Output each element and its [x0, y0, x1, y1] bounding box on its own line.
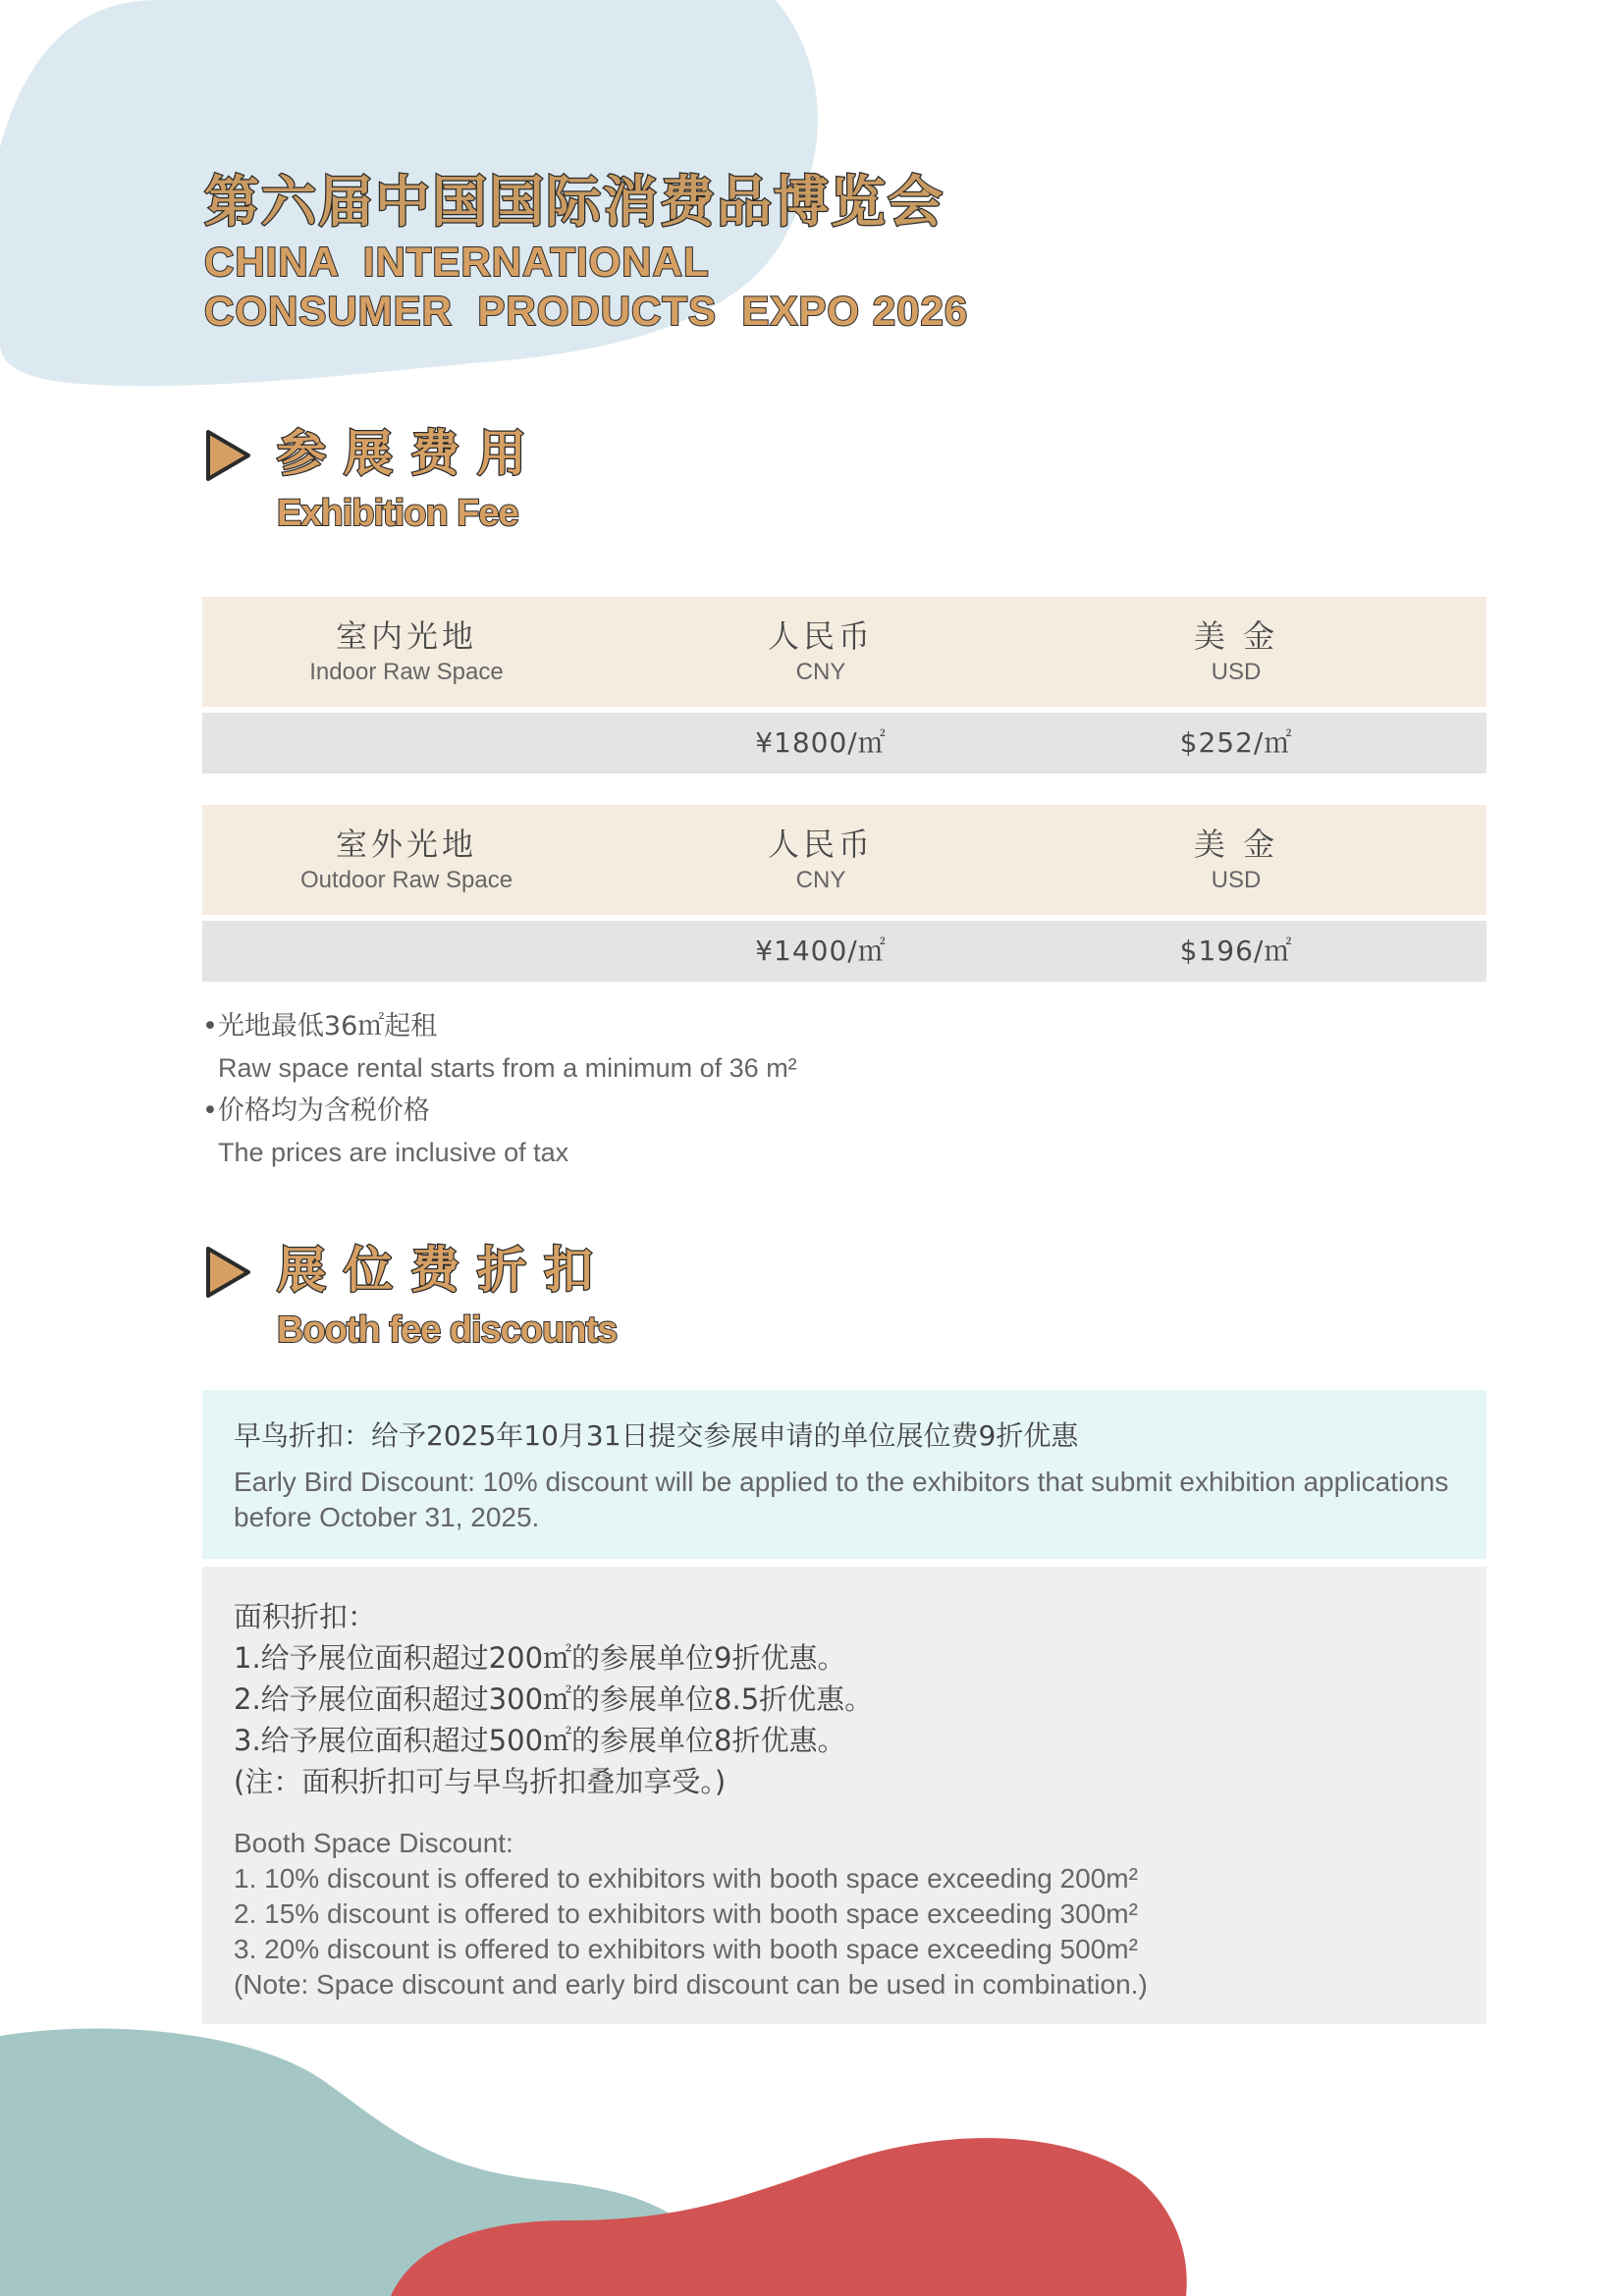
early-bird-discount-box — [202, 1390, 1486, 1559]
early-bird-en: Early Bird Discount: 10% discount will be applied to the exhibitors that submit exhibition applications before October 31, 2025. — [234, 1467, 1449, 1532]
fee-notes — [202, 1005, 797, 1174]
table-header-cell — [202, 805, 611, 915]
header-label-en: USD — [1211, 659, 1262, 685]
space-discount-cn-line: (注：面积折扣可与早鸟折扣叠加享受。) — [234, 1765, 727, 1798]
header-label-en: Outdoor Raw Space — [299, 867, 513, 893]
space-discount-cn-line: 3.给予展位面积超过500㎡的参展单位8折优惠。 — [234, 1724, 846, 1757]
price-cny: ¥1400/㎡ — [755, 934, 887, 967]
table-header-cell — [1031, 805, 1441, 915]
space-discount-en-line: 3. 20% discount is offered to exhibitors with booth space exceeding 500m² — [234, 1934, 1138, 1964]
table-header-cell — [611, 597, 1031, 707]
header-label-en: CNY — [795, 867, 846, 893]
table-header-cell — [611, 805, 1031, 915]
table-row — [202, 713, 1486, 774]
section-title-en: Booth fee discounts — [277, 1309, 618, 1351]
section-title-cn: 参展费用 — [277, 425, 544, 482]
header-label-cn: 人民币 — [767, 826, 874, 863]
price-usd: $252/㎡ — [1179, 726, 1293, 759]
space-discount-cn-line: 面积折扣： — [234, 1600, 377, 1633]
price-cny: ¥1800/㎡ — [755, 726, 887, 759]
table-cell — [202, 713, 611, 774]
section-title-en: Exhibition Fee — [277, 493, 518, 534]
header-label-en: Indoor Raw Space — [309, 659, 504, 685]
note-en: The prices are inclusive of tax — [218, 1138, 569, 1167]
title-cn: 第六届中国国际消费品博览会 — [204, 171, 945, 235]
fee-table-outdoor — [202, 805, 1486, 982]
space-discount-box — [202, 1567, 1486, 2024]
note-cn: •光地最低36㎡起租 — [202, 1011, 438, 1041]
price-usd: $196/㎡ — [1179, 934, 1293, 967]
header-label-cn: 美 金 — [1193, 617, 1279, 655]
space-discount-cn-line: 1.给予展位面积超过200㎡的参展单位9折优惠。 — [234, 1641, 846, 1675]
space-discount-en-line: (Note: Space discount and early bird discount can be used in combination.) — [234, 1969, 1148, 2000]
space-discount-en-line: 2. 15% discount is offered to exhibitors with booth space exceeding 300m² — [234, 1898, 1138, 1929]
header-label-cn: 室内光地 — [335, 617, 477, 655]
fee-table-indoor — [202, 597, 1486, 774]
table-header-row — [202, 805, 1486, 915]
table-header-row — [202, 597, 1486, 707]
header-label-cn: 人民币 — [767, 617, 874, 655]
header-label-en: USD — [1211, 867, 1262, 893]
table-header-cell — [1031, 597, 1441, 707]
title-en-line1: CHINA INTERNATIONAL — [204, 239, 710, 285]
header-label-cn: 室外光地 — [335, 826, 477, 863]
section-title-cn: 展位费折扣 — [277, 1242, 611, 1299]
space-discount-cn-line: 2.给予展位面积超过300㎡的参展单位8.5折优惠。 — [234, 1682, 874, 1716]
expo-title-block — [204, 169, 968, 336]
triangle-arrow-icon — [202, 428, 253, 483]
early-bird-cn: 早鸟折扣：给予2025年10月31日提交参展申请的单位展位费9折优惠 — [234, 1419, 1079, 1452]
note-en: Raw space rental starts from a minimum of 36 m² — [218, 1053, 797, 1083]
header-label-en: CNY — [795, 659, 846, 685]
triangle-arrow-icon — [202, 1245, 253, 1300]
table-row — [202, 921, 1486, 982]
header-label-cn: 美 金 — [1193, 826, 1279, 863]
table-cell — [202, 921, 611, 982]
note-cn: •价格均为含税价格 — [202, 1095, 430, 1126]
table-header-cell — [202, 597, 611, 707]
space-discount-en-line: 1. 10% discount is offered to exhibitors with booth space exceeding 200m² — [234, 1863, 1138, 1894]
title-en-line2: CONSUMER PRODUCTS EXPO 2026 — [204, 288, 969, 334]
space-discount-en-line: Booth Space Discount: — [234, 1828, 513, 1858]
